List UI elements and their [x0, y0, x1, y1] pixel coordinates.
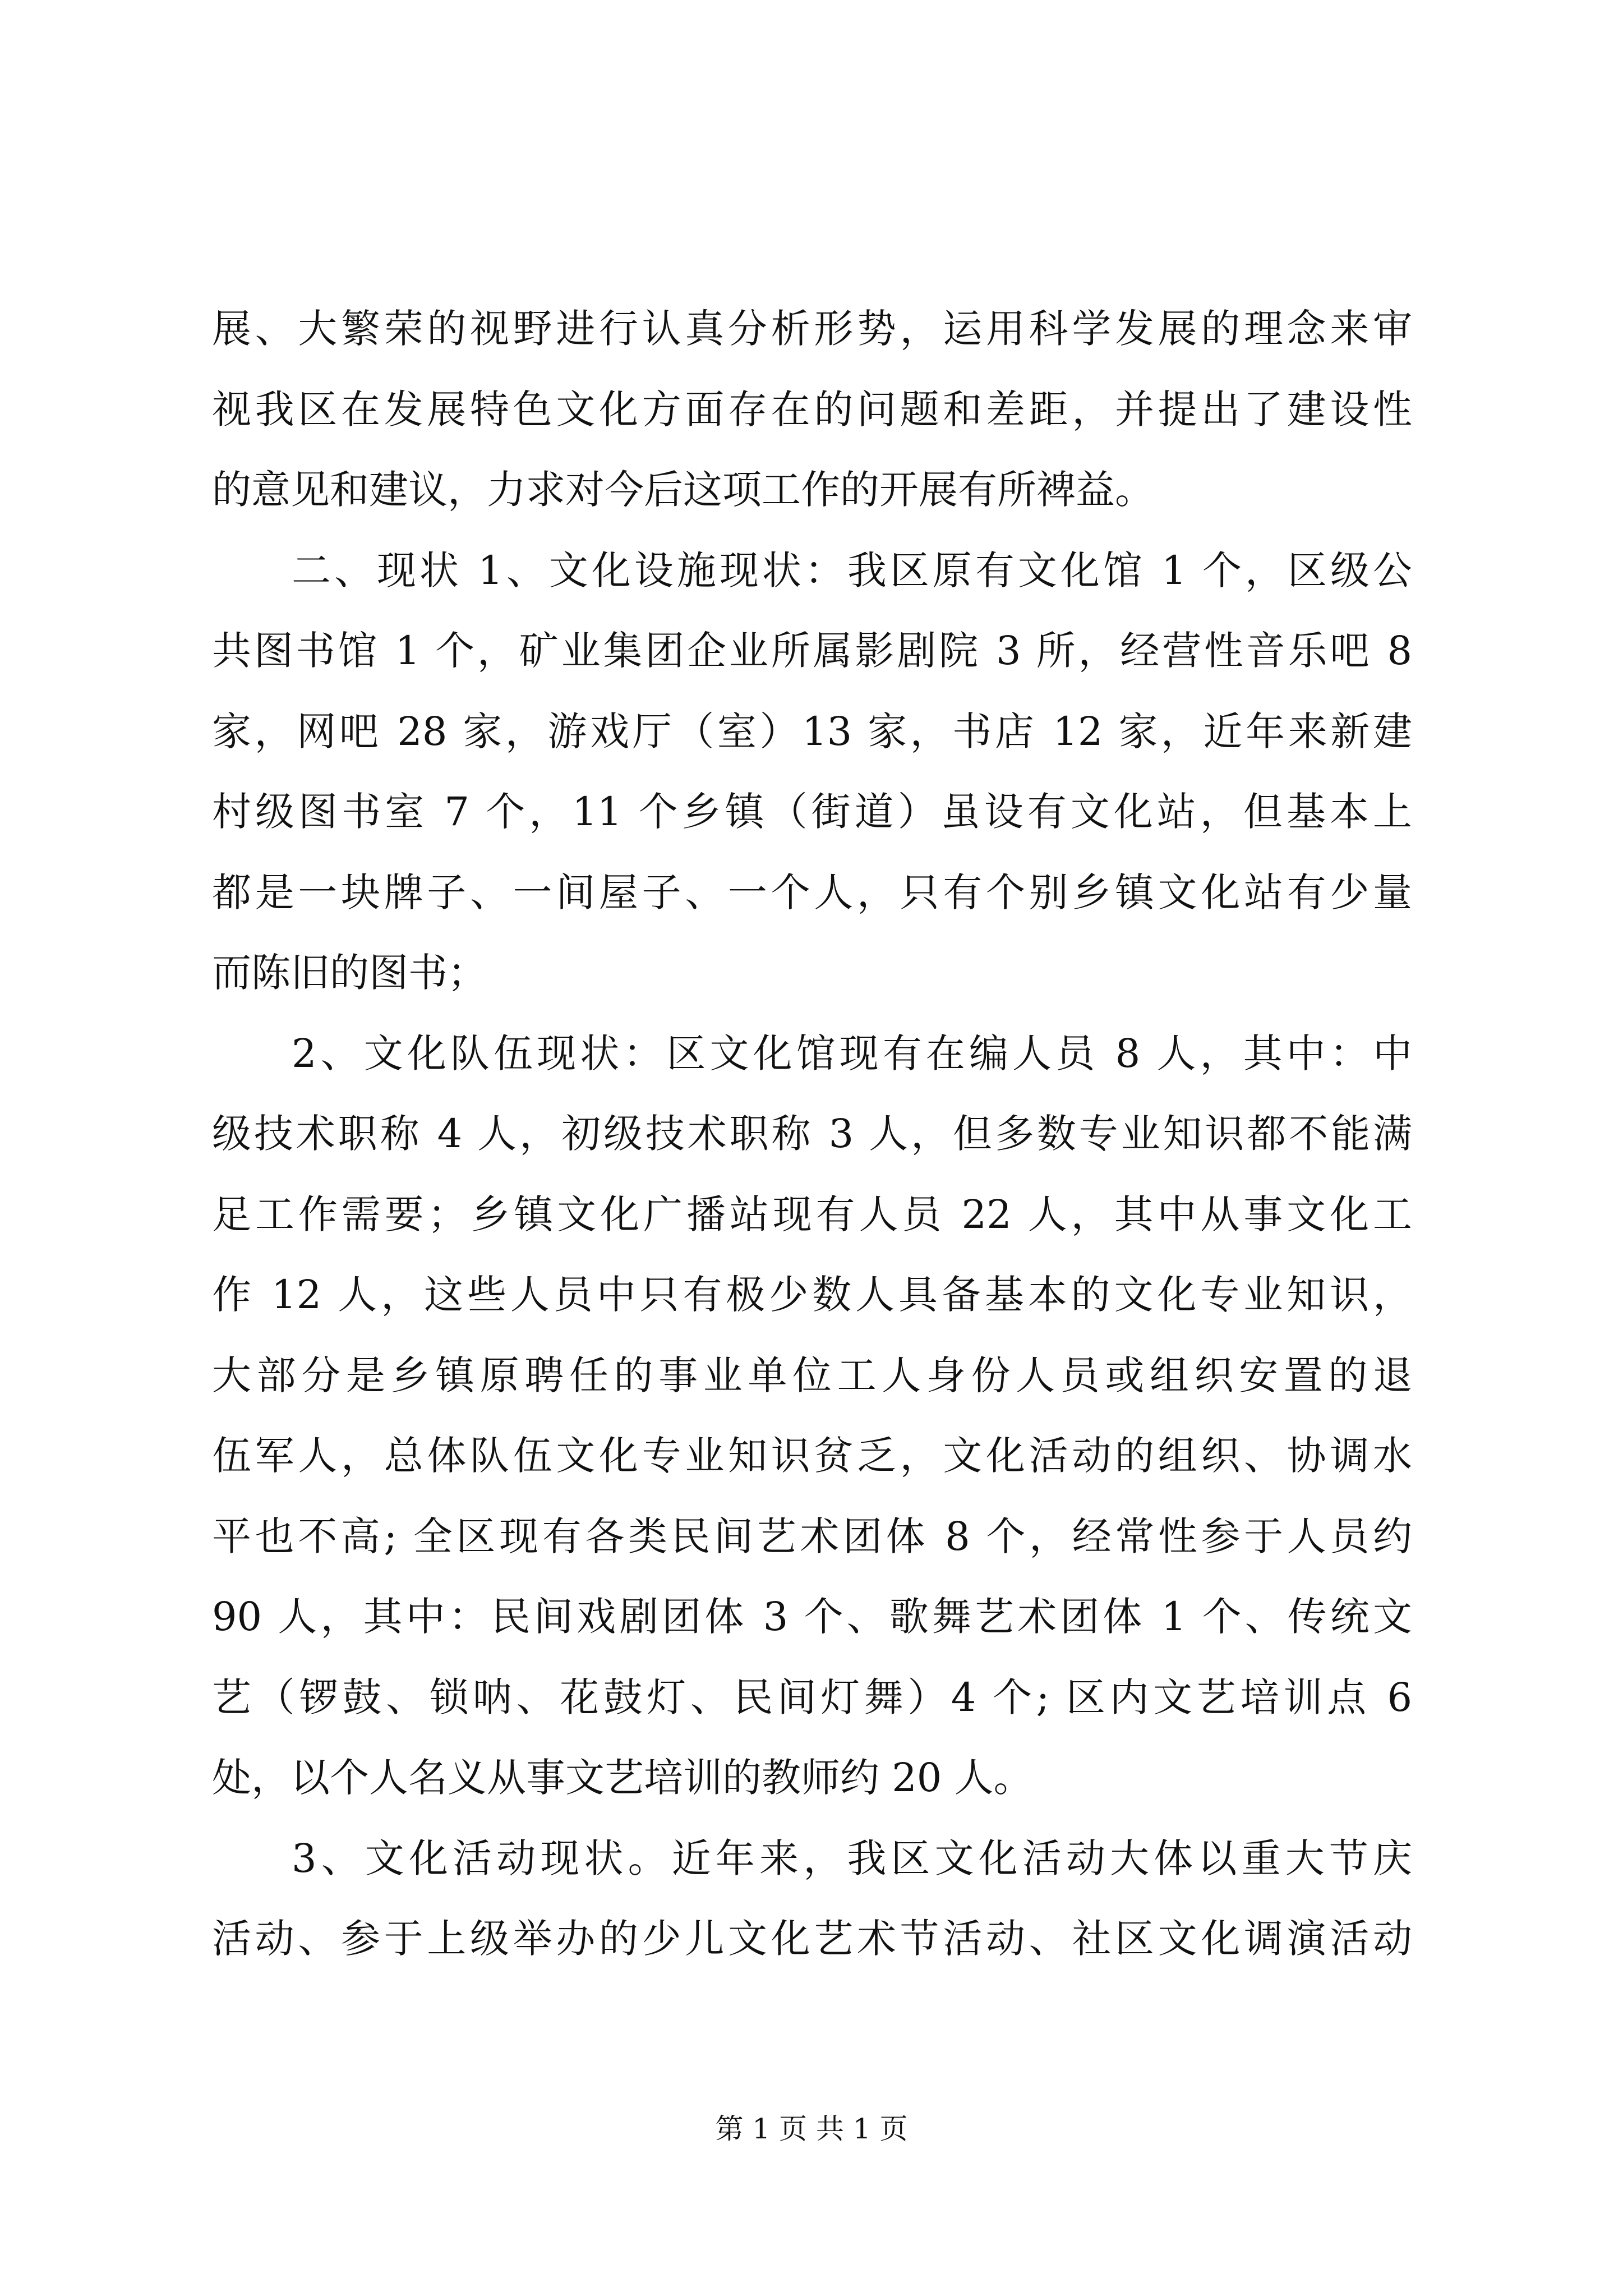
text-line: 村级图书室 7 个，11 个乡镇（街道）虽设有文化站，但基本上 — [212, 789, 1412, 835]
text-line: 3、文化活动现状。近年来，我区文化活动大体以重大节庆 — [292, 1835, 1412, 1881]
document-body — [212, 289, 1412, 1980]
text-line: 足工作需要；乡镇文化广播站现有人员 22 人，其中从事文化工 — [212, 1191, 1412, 1237]
text-line: 90 人，其中：民间戏剧团体 3 个、歌舞艺术团体 1 个、传统文 — [212, 1594, 1412, 1640]
text-line: 而陈旧的图书； — [212, 950, 487, 996]
text-line: 艺（锣鼓、锁呐、花鼓灯、民间灯舞）4 个; 区内文艺培训点 6 — [212, 1674, 1412, 1720]
text-line: 伍军人，总体队伍文化专业知识贫乏，文化活动的组织、协调水 — [212, 1433, 1412, 1479]
text-line: 活动、参于上级举办的少儿文化艺术节活动、社区文化调演活动 — [212, 1916, 1412, 1962]
text-line: 二、现状 1、文化设施现状：我区原有文化馆 1 个，区级公 — [292, 547, 1412, 593]
text-line: 视我区在发展特色文化方面存在的问题和差距，并提出了建设性 — [212, 386, 1412, 432]
text-line: 2、文化队伍现状：区文化馆现有在编人员 8 人，其中：中 — [292, 1030, 1412, 1076]
text-line: 处，以个人名义从事文艺培训的教师约 20 人。 — [212, 1755, 1033, 1801]
text-line: 展、大繁荣的视野进行认真分析形势，运用科学发展的理念来审 — [212, 306, 1412, 352]
text-line: 家，网吧 28 家，游戏厅（室）13 家，书店 12 家，近年来新建 — [212, 708, 1412, 754]
text-line: 平也不高; 全区现有各类民间艺术团体 8 个，经常性参于人员约 — [212, 1513, 1412, 1559]
text-line: 级技术职称 4 人，初级技术职称 3 人，但多数专业知识都不能满 — [212, 1111, 1412, 1157]
text-line: 共图书馆 1 个，矿业集团企业所属影剧院 3 所，经营性音乐吧 8 — [212, 628, 1412, 674]
text-line: 作 12 人，这些人员中只有极少数人具备基本的文化专业知识， — [212, 1272, 1412, 1318]
text-line: 大部分是乡镇原聘任的事业单位工人身份人员或组织安置的退 — [212, 1352, 1412, 1398]
text-line: 都是一块牌子、一间屋子、一个人，只有个别乡镇文化站有少量 — [212, 869, 1412, 915]
text-line: 的意见和建议，力求对今后这项工作的开展有所裨益。 — [212, 467, 1154, 513]
page-footer: 第 1 页 共 1 页 — [715, 2113, 908, 2145]
